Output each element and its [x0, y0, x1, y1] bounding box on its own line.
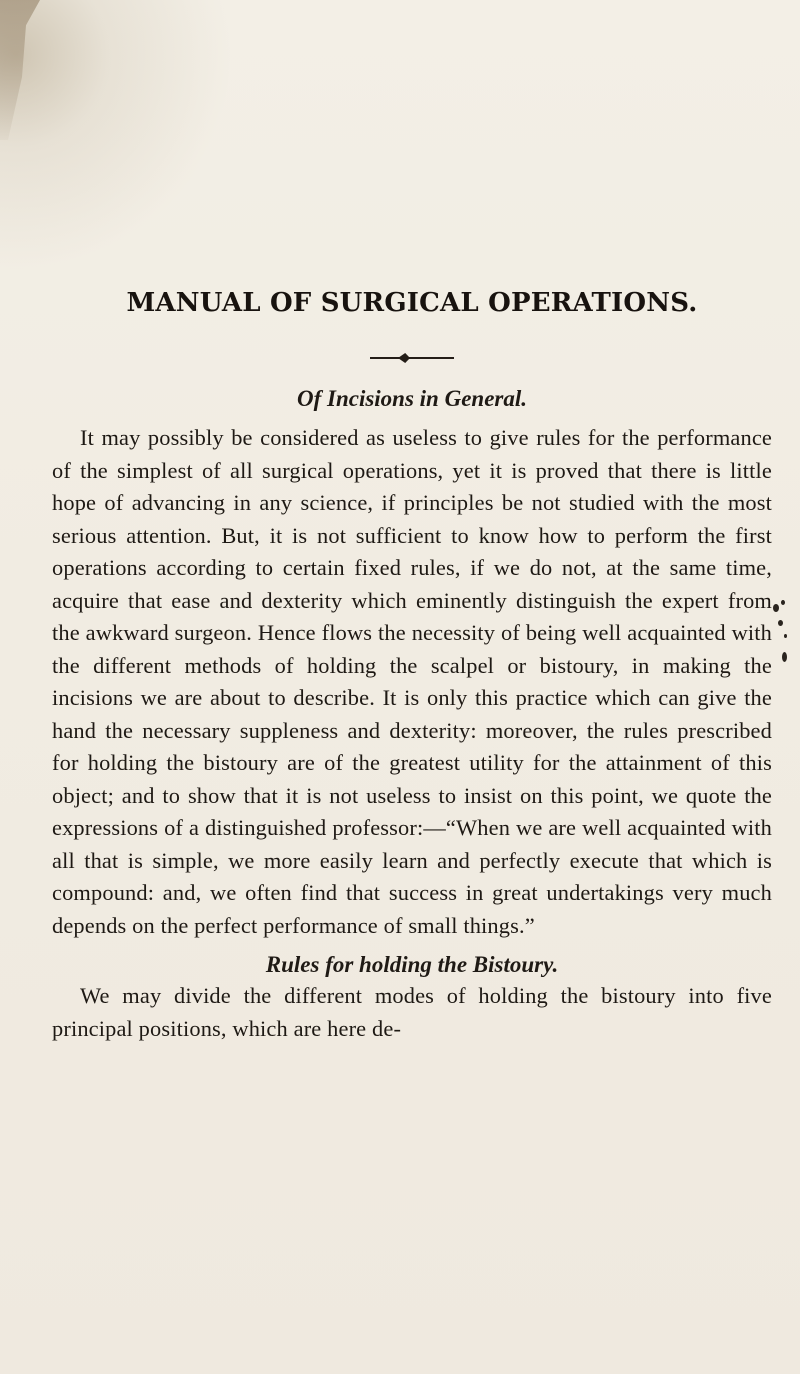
running-header: MANUAL OF SURGICAL OPERATIONS. — [126, 288, 698, 318]
subsection-title: Rules for holding the Bistoury. — [265, 952, 559, 977]
section-title: Of Incisions in General. — [296, 386, 528, 411]
ornament-divider — [370, 352, 454, 364]
main-paragraph: It may possibly be considered as useless to give rules for the performance of the simplest of all surgical operations, yet it is proved that there is little hope of advancing in any science, if principles be not studied with the most serious attention. But, it is not sufficient to know how to perform the first operations according to certain fixed rules, if we do not, at the same time, acquire that ease and dexterity which eminently distinguish the expert from the awkward surgeon. Hence flows the necessity of being well acquainted with the different methods of holding the scalpel or bistoury, in making the incisions we are about to describe. It is only this practice which can give the hand the necessary suppleness and dexterity: moreover, the rules prescribed for holding the bistoury are of the greatest utility for the attainment of this object; and to show that it is not useless to insist on this point, we quote the expressions of a distinguished professor:—“When we are well acquainted with all that is simple, we more easily learn and perfectly execute that which is compound: and, we often find that success in great undertakings very much depends on the perfect performance of small things.” — [52, 425, 772, 938]
ornament-diamond — [398, 353, 410, 363]
page-content — [52, 288, 772, 1045]
continuation-paragraph: We may divide the different modes of holding the bistoury into five principal positions, which are here de- — [52, 983, 772, 1041]
margin-ink-mark — [770, 598, 794, 668]
page-stain — [0, 0, 40, 140]
ornament-line — [370, 357, 454, 359]
